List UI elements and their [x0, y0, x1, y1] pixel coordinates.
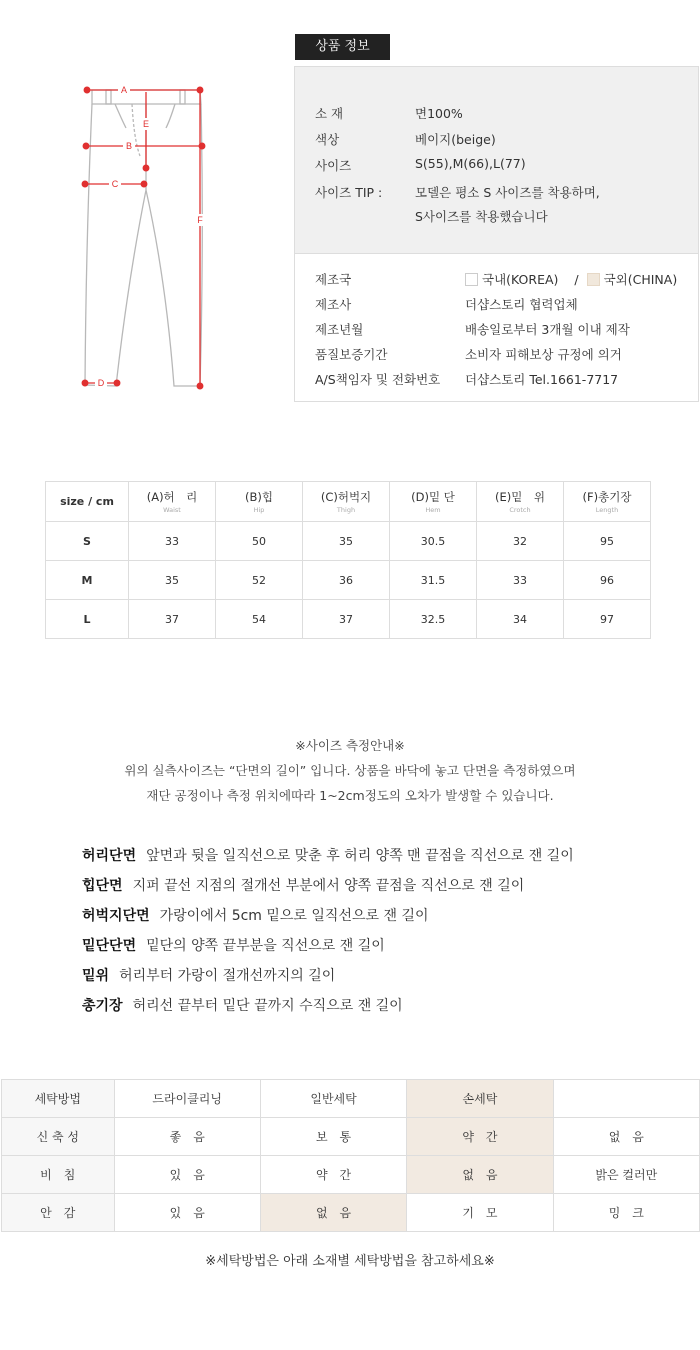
size-tip-line2: S사이즈를 착용했습니다: [415, 209, 548, 224]
guide-title: ※사이즈 측정안내※: [295, 738, 405, 753]
care-cell: 보 통: [260, 1118, 406, 1156]
care-cell-selected: 손세탁: [407, 1080, 553, 1118]
table-row: [46, 522, 651, 561]
value-cell: 35: [303, 522, 390, 561]
value-cell: 35: [129, 561, 216, 600]
value-cell: 32.5: [390, 600, 477, 639]
value-cell: 36: [303, 561, 390, 600]
definition-waist: 허리단면 앞면과 뒷을 일직선으로 맞춘 후 허리 양쪽 맨 끝점을 직선으로 잰 길이: [82, 848, 574, 864]
as-label: A/S책임자 및 전화번호: [315, 372, 441, 387]
care-header-cell: 비 침: [2, 1156, 115, 1194]
size-col-header: (E)밑 위 Crotch: [477, 482, 564, 522]
care-cell: 일반세탁: [260, 1080, 406, 1118]
value-cell: 52: [216, 561, 303, 600]
value-cell: 96: [564, 561, 651, 600]
care-row-wash: [2, 1080, 700, 1118]
size-cell: M: [46, 561, 129, 600]
country-separator: /: [574, 272, 579, 287]
value-cell: 50: [216, 522, 303, 561]
size-value: S(55),M(66),L(77): [415, 156, 526, 171]
table-row: [46, 600, 651, 639]
label-f: F: [197, 215, 203, 225]
care-table: [1, 1079, 700, 1232]
definition-length: 총기장 허리선 끝부터 밑단 끝까지 수직으로 잰 길이: [82, 998, 403, 1014]
maker-label: 제조사: [315, 297, 352, 312]
value-cell: 33: [129, 522, 216, 561]
value-cell: 37: [129, 600, 216, 639]
pants-measurement-diagram: [70, 80, 220, 400]
label-e: E: [142, 119, 150, 129]
size-label: 사이즈: [315, 158, 352, 173]
care-header-cell: 신 축 성: [2, 1118, 115, 1156]
warranty-value: 소비자 피해보상 규정에 의거: [465, 347, 622, 362]
checkbox-foreign: [587, 273, 600, 286]
value-cell: 32: [477, 522, 564, 561]
care-footer-note: ※세탁방법은 아래 소재별 세탁방법을 참고하세요※: [205, 1254, 495, 1269]
care-cell: 드라이클리닝: [114, 1080, 260, 1118]
care-cell: [553, 1080, 699, 1118]
value-cell: 37: [303, 600, 390, 639]
care-row-stretch: [2, 1118, 700, 1156]
size-tip-line1: 모델은 평소 S 사이즈를 착용하며,: [415, 185, 600, 200]
country-value: [465, 270, 677, 288]
care-cell: 좋 음: [114, 1118, 260, 1156]
country-label: 제조국: [315, 272, 352, 287]
as-value: 더샵스토리 Tel.1661-7717: [465, 372, 619, 387]
pants-outline: [85, 90, 202, 386]
product-info-box: [294, 66, 699, 402]
size-cell: S: [46, 522, 129, 561]
care-cell: 기 모: [407, 1194, 553, 1232]
care-header-cell: 안 감: [2, 1194, 115, 1232]
definition-thigh: 허벅지단면 가랑이에서 5cm 밑으로 일직선으로 잰 길이: [82, 908, 429, 924]
size-tip-label: 사이즈 TIP :: [315, 185, 383, 200]
definition-hem: 밑단단면 밑단의 양쪽 끝부분을 직선으로 잰 길이: [82, 938, 385, 954]
checkbox-domestic: [465, 273, 478, 286]
color-label: 색상: [315, 132, 340, 147]
care-cell-selected: 없 음: [407, 1156, 553, 1194]
definition-hip: 힙단면 지퍼 끝선 지점의 절개선 부분에서 양쪽 끝점을 직선으로 잰 길이: [82, 878, 525, 894]
guide-line2: 재단 공정이나 측정 위치에따라 1~2cm정도의 오차가 발생할 수 있습니다.: [146, 788, 554, 803]
size-col-header: (A)허 리 Waist: [129, 482, 216, 522]
care-row-transparency: [2, 1156, 700, 1194]
care-cell-selected: 약 간: [407, 1118, 553, 1156]
material-value: 면100%: [415, 106, 463, 121]
care-cell: 밝은 컬러만: [553, 1156, 699, 1194]
care-cell: 있 음: [114, 1194, 260, 1232]
date-label: 제조년월: [315, 322, 364, 337]
value-cell: 97: [564, 600, 651, 639]
warranty-label: 품질보증기간: [315, 347, 388, 362]
size-col-header: (C)허벅지 Thigh: [303, 482, 390, 522]
guide-line1: 위의 실측사이즈는 “단면의 길이” 입니다. 상품을 바닥에 놓고 단면을 측정하였으며: [124, 763, 576, 778]
label-b: B: [125, 141, 133, 151]
label-d: D: [97, 378, 105, 388]
size-table-corner: size / cm: [46, 482, 129, 522]
value-cell: 54: [216, 600, 303, 639]
country-domestic: 국내(KOREA): [482, 272, 559, 287]
care-cell: 있 음: [114, 1156, 260, 1194]
date-value: 배송일로부터 3개월 이내 제작: [465, 322, 630, 337]
size-cell: L: [46, 600, 129, 639]
product-info-tag: 상품 정보: [295, 34, 390, 60]
size-table-header: [46, 482, 651, 522]
value-cell: 31.5: [390, 561, 477, 600]
care-row-lining: [2, 1194, 700, 1232]
value-cell: 33: [477, 561, 564, 600]
care-cell: 밍 크: [553, 1194, 699, 1232]
table-row: [46, 561, 651, 600]
care-header-cell: 세탁방법: [2, 1080, 115, 1118]
country-foreign: 국외(CHINA): [603, 272, 678, 287]
definition-crotch: 밑위 허리부터 가랑이 절개선까지의 길이: [82, 968, 336, 984]
value-cell: 95: [564, 522, 651, 561]
size-table: [45, 481, 651, 639]
label-c: C: [111, 179, 119, 189]
value-cell: 34: [477, 600, 564, 639]
care-cell: 없 음: [553, 1118, 699, 1156]
care-cell: 약 간: [260, 1156, 406, 1194]
material-label: 소 재: [315, 106, 344, 121]
size-col-header: (D)밑 단 Hem: [390, 482, 477, 522]
maker-value: 더샵스토리 협력업체: [465, 297, 578, 312]
size-col-header: (B)힙 Hip: [216, 482, 303, 522]
product-info-top: [295, 67, 698, 254]
care-cell-selected: 없 음: [260, 1194, 406, 1232]
label-a: A: [120, 85, 128, 95]
value-cell: 30.5: [390, 522, 477, 561]
measurement-lines: [82, 87, 205, 389]
size-col-header: (F)총기장 Length: [564, 482, 651, 522]
color-value: 베이지(beige): [415, 132, 496, 147]
